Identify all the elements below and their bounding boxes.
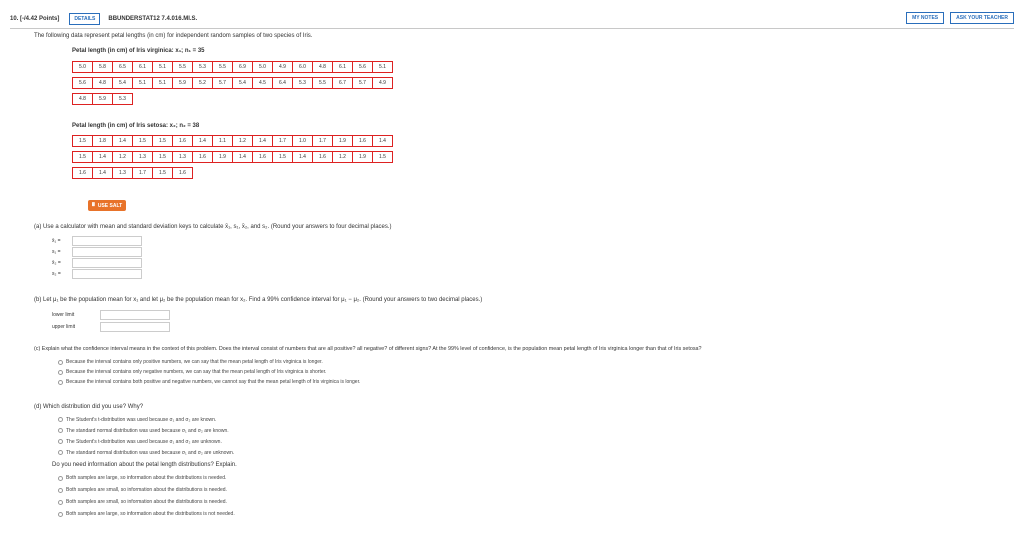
part-d-prompt2: Do you need information about the petal length distributions? Explain.	[52, 462, 237, 468]
table-cell: 5.4	[113, 78, 133, 89]
table-cell: 1.4	[253, 136, 273, 147]
radio-icon[interactable]	[58, 370, 63, 375]
table-cell: 1.9	[213, 152, 233, 163]
part-b-prompt: (b) Let μ₁ be the population mean for x₁ and let μ₂ be the population mean for x₂. Find a 99% confidence interval for μ₁ − μ₂. (Round your answers to two decimal places.)	[34, 297, 483, 303]
table-cell: 1.5	[153, 136, 173, 147]
intro-text: The following data represent petal lengths (in cm) for independent random samples of two species of Iris.	[34, 33, 313, 39]
radio-icon[interactable]	[58, 500, 63, 505]
table-cell: 5.2	[193, 78, 213, 89]
table-cell: 1.4	[113, 136, 133, 147]
table-cell: 1.3	[113, 168, 133, 179]
table-cell: 1.6	[253, 152, 273, 163]
part-b-answers	[52, 309, 170, 333]
table-cell: 1.7	[273, 136, 293, 147]
part-a-prompt: (a) Use a calculator with mean and standard deviation keys to calculate x̄₁, s₁, x̄₂, and s₂. (Round your answers to four decimal places.)	[34, 224, 392, 230]
table-cell: 1.7	[313, 136, 333, 147]
question-header	[10, 12, 1014, 26]
table-cell: 5.0	[73, 62, 93, 73]
table-row	[72, 61, 393, 73]
xbar1-label: x̄₁ =	[52, 237, 61, 244]
use-salt-button[interactable]	[88, 200, 126, 211]
table-cell: 1.6	[353, 136, 373, 147]
table-cell: 1.4	[193, 136, 213, 147]
table-cell: 1.5	[153, 168, 173, 179]
part-c-option[interactable]: Because the interval contains only negative numbers, we can say that the mean petal length of Iris virginica is shorter.	[58, 367, 360, 377]
table-cell: 1.5	[73, 136, 93, 147]
part-d-options2	[58, 472, 235, 520]
table-row	[72, 135, 393, 147]
table-cell: 4.5	[253, 78, 273, 89]
part-c-option[interactable]: Because the interval contains only positive numbers, we can say that the mean petal length of Iris virginica is longer.	[58, 357, 360, 367]
radio-icon[interactable]	[58, 488, 63, 493]
part-d2-option[interactable]: Both samples are small, so information about the distributions is needed.	[58, 484, 235, 496]
table-cell: 1.6	[193, 152, 213, 163]
table-cell: 5.7	[353, 78, 373, 89]
table-cell: 4.8	[73, 94, 93, 105]
part-c-prompt: (c) Explain what the confidence interval means in the context of this problem. Does the interval consist of numbers that are all positive? all negative? of different signs? At the 99% level of confidence, is the population mean petal length of Iris virginica longer than that of Iris setosa?	[34, 346, 702, 352]
part-d2-option[interactable]: Both samples are large, so information about the distributions is needed.	[58, 472, 235, 484]
table-cell: 1.2	[113, 152, 133, 163]
part-d2-option[interactable]: Both samples are large, so information about the distributions is not needed.	[58, 508, 235, 520]
table-cell: 1.0	[293, 136, 313, 147]
table-cell: 5.1	[153, 78, 173, 89]
table-cell: 1.6	[313, 152, 333, 163]
salt-icon: 🖩	[91, 201, 95, 208]
table1	[72, 61, 393, 109]
table-cell: 5.3	[193, 62, 213, 73]
part-c-option[interactable]: Because the interval contains both positive and negative numbers, we cannot say that the mean petal length of Iris virginica is longer.	[58, 377, 360, 387]
table-row	[72, 151, 393, 163]
table-cell: 5.6	[73, 78, 93, 89]
table-cell: 5.9	[93, 94, 113, 105]
table-cell: 5.5	[213, 62, 233, 73]
table-cell: 6.0	[293, 62, 313, 73]
table-cell: 5.5	[313, 78, 333, 89]
table-cell: 6.1	[133, 62, 153, 73]
table-cell: 1.4	[93, 152, 113, 163]
xbar2-label: x̄₂ =	[52, 259, 61, 266]
table-cell: 1.2	[233, 136, 253, 147]
table-cell: 1.5	[73, 152, 93, 163]
part-d-option[interactable]: The standard normal distribution was used because σ₁ and σ₂ are unknown.	[58, 447, 234, 458]
table-cell: 1.4	[93, 168, 113, 179]
table-cell: 5.3	[293, 78, 313, 89]
table-cell: 5.1	[153, 62, 173, 73]
lower-limit-label: lower limit	[52, 312, 75, 318]
upper-limit-input[interactable]	[100, 322, 170, 332]
radio-icon[interactable]	[58, 476, 63, 481]
table2-title: Petal length (in cm) of Iris setosa: x₂; n₂ = 38	[72, 123, 200, 129]
part-d2-option[interactable]: Both samples are small, so information about the distributions is needed.	[58, 496, 235, 508]
table-cell: 5.7	[213, 78, 233, 89]
table-cell: 1.4	[293, 152, 313, 163]
table-cell: 1.1	[213, 136, 233, 147]
table-cell: 5.5	[173, 62, 193, 73]
radio-icon[interactable]	[58, 439, 63, 444]
table-cell: 1.5	[273, 152, 293, 163]
radio-icon[interactable]	[58, 417, 63, 422]
table-cell: 5.1	[133, 78, 153, 89]
ask-teacher-button[interactable]: ASK YOUR TEACHER	[950, 12, 1014, 24]
s1-label: s₁ =	[52, 248, 61, 255]
part-d-option[interactable]: The Student's t-distribution was used because σ₁ and σ₂ are unknown.	[58, 436, 234, 447]
table-cell: 6.1	[333, 62, 353, 73]
header-divider	[10, 28, 1014, 29]
radio-icon[interactable]	[58, 428, 63, 433]
table-cell: 1.3	[133, 152, 153, 163]
table-cell: 1.4	[373, 136, 393, 147]
table-cell: 1.7	[133, 168, 153, 179]
salt-label: USE SALT	[97, 202, 123, 209]
table-row	[72, 93, 133, 105]
upper-limit-label: upper limit	[52, 324, 76, 330]
table-cell: 4.8	[93, 78, 113, 89]
my-notes-button[interactable]: MY NOTES	[906, 12, 944, 24]
table-cell: 1.6	[73, 168, 93, 179]
xbar1-input[interactable]	[72, 236, 142, 246]
table-row	[72, 167, 193, 179]
table-cell: 5.3	[113, 94, 133, 105]
table-cell: 5.9	[173, 78, 193, 89]
part-c-options	[58, 357, 360, 387]
part-d-option[interactable]: The Student's t-distribution was used because σ₁ and σ₂ are known.	[58, 414, 234, 425]
table-cell: 6.5	[113, 62, 133, 73]
radio-icon[interactable]	[58, 512, 63, 517]
table-cell: 5.1	[373, 62, 393, 73]
table-cell: 6.9	[233, 62, 253, 73]
table-cell: 1.9	[333, 136, 353, 147]
question-points: 10. [-/4.42 Points]	[10, 16, 60, 22]
table-cell: 5.0	[253, 62, 273, 73]
table-cell: 5.8	[93, 62, 113, 73]
table2	[72, 135, 393, 183]
table-row	[72, 77, 393, 89]
xbar2-input[interactable]	[72, 258, 142, 268]
table-cell: 4.9	[273, 62, 293, 73]
part-d-prompt: (d) Which distribution did you use? Why?	[34, 404, 144, 410]
radio-icon[interactable]	[58, 380, 63, 385]
table-cell: 1.5	[133, 136, 153, 147]
lower-limit-input[interactable]	[100, 310, 170, 320]
part-d-option[interactable]: The standard normal distribution was used because σ₁ and σ₂ are known.	[58, 425, 234, 436]
table-cell: 1.9	[353, 152, 373, 163]
table-cell: 1.6	[173, 168, 193, 179]
table-cell: 5.4	[233, 78, 253, 89]
details-button[interactable]: DETAILS	[69, 13, 100, 25]
table1-title: Petal length (in cm) of Iris virginica: x₁; n₁ = 35	[72, 48, 205, 54]
question-code: BBUNDERSTAT12 7.4.016.MI.S.	[108, 16, 198, 22]
part-a-answers	[52, 235, 142, 279]
table-cell: 4.9	[373, 78, 393, 89]
table-cell: 1.5	[373, 152, 393, 163]
table-cell: 1.8	[93, 136, 113, 147]
table-cell: 1.4	[233, 152, 253, 163]
s1-input[interactable]	[72, 247, 142, 257]
table-cell: 1.3	[173, 152, 193, 163]
table-cell: 1.5	[153, 152, 173, 163]
s2-input[interactable]	[72, 269, 142, 279]
radio-icon[interactable]	[58, 360, 63, 365]
s2-label: s₂ =	[52, 270, 61, 277]
radio-icon[interactable]	[58, 450, 63, 455]
header-actions	[906, 12, 1014, 24]
table-cell: 1.6	[173, 136, 193, 147]
table-cell: 1.2	[333, 152, 353, 163]
table-cell: 5.6	[353, 62, 373, 73]
table-cell: 4.8	[313, 62, 333, 73]
table-cell: 6.4	[273, 78, 293, 89]
part-d-options	[58, 414, 234, 458]
table-cell: 6.7	[333, 78, 353, 89]
